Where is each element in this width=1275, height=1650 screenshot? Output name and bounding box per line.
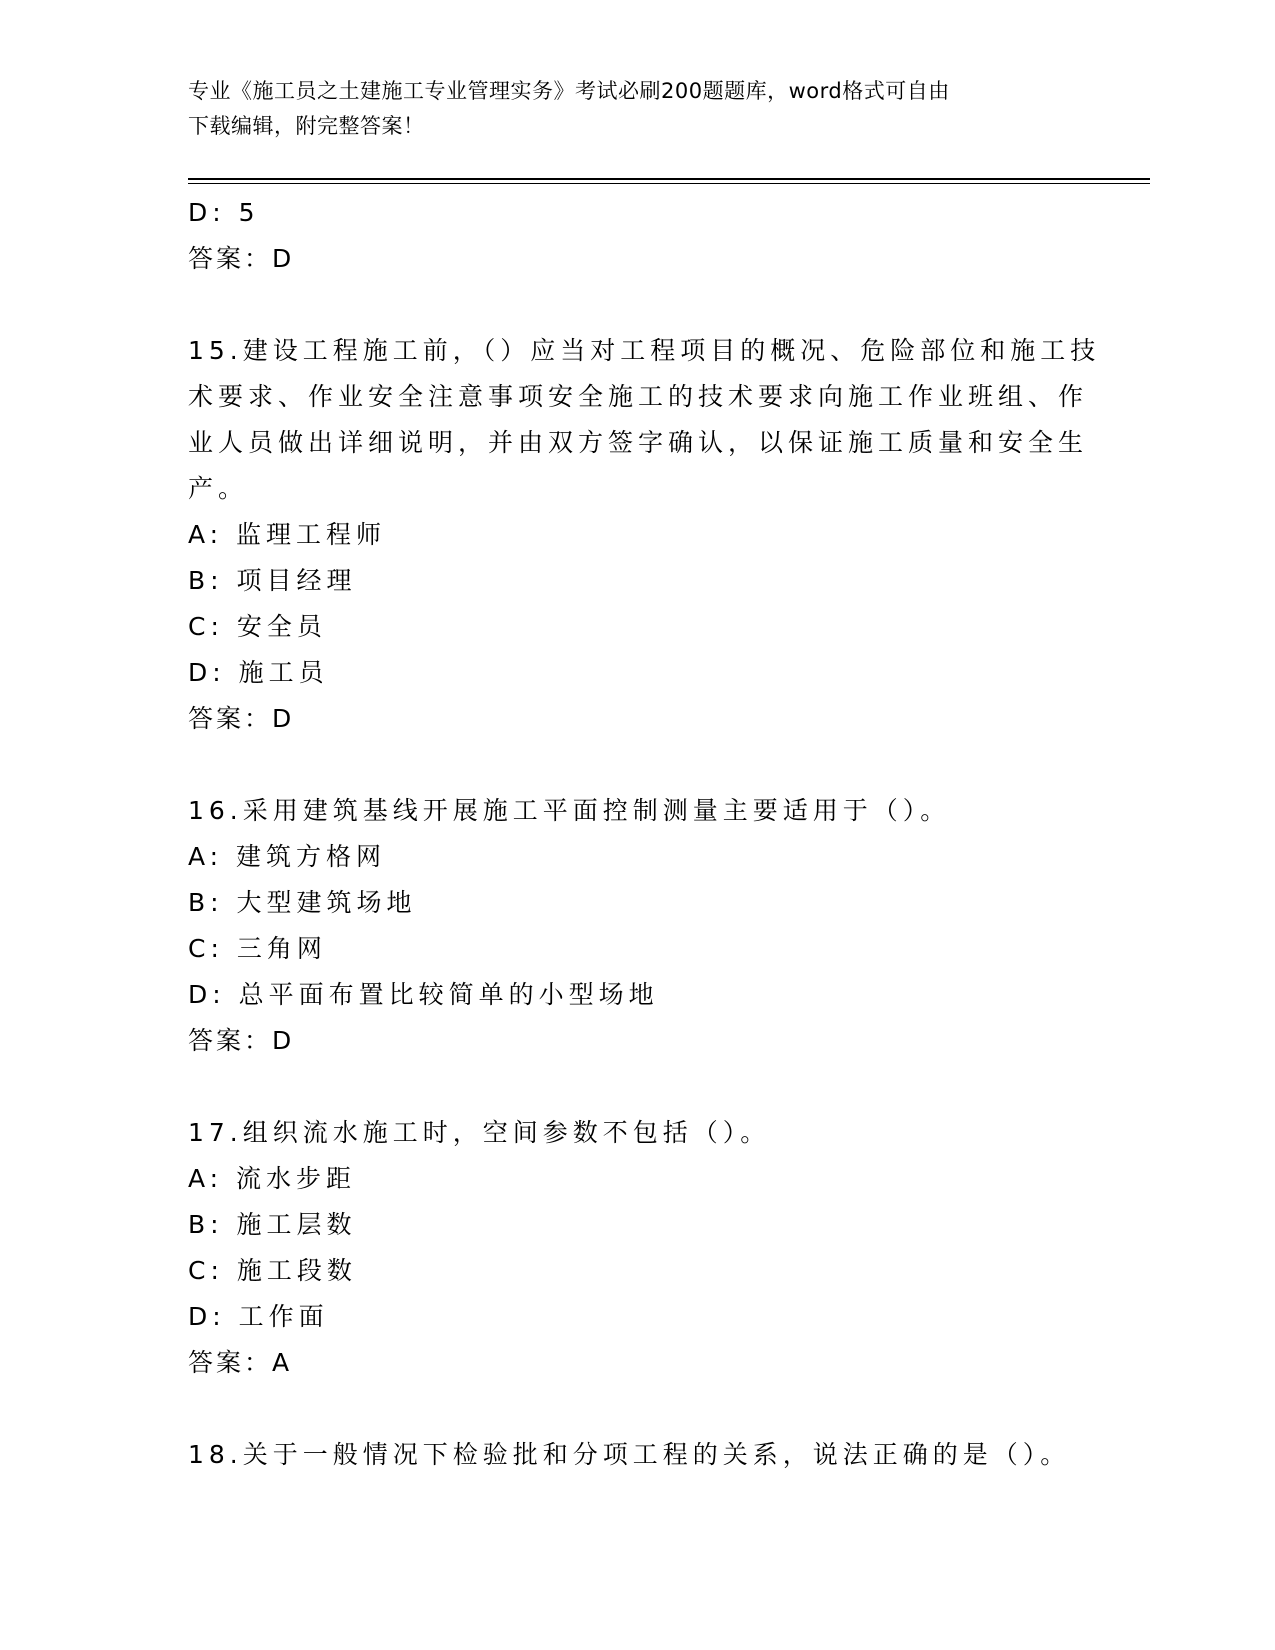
option-a: A: 流水步距 (188, 1164, 357, 1193)
question-stem-line: 15.建设工程施工前，（）应当对工程项目的概况、危险部位和施工技 (188, 336, 1101, 365)
previous-question-tail (188, 190, 1088, 282)
option-c: C: 施工段数 (188, 1256, 357, 1285)
header-line-2: 下载编辑，附完整答案！ (188, 114, 425, 138)
option-a: A: 监理工程师 (188, 520, 387, 549)
question-stem-line: 术要求、作业安全注意事项安全施工的技术要求向施工作业班组、作 (188, 382, 1089, 411)
header-divider-thin (188, 183, 1150, 184)
option-a: A: 建筑方格网 (188, 842, 387, 871)
question-15 (188, 328, 1101, 742)
answer-line: 答案：A (188, 1348, 293, 1377)
answer-line: 答案：D (188, 1026, 295, 1055)
option-d: D: 施工员 (188, 658, 329, 687)
question-18 (188, 1432, 1088, 1478)
question-stem-line: 16.采用建筑基线开展施工平面控制测量主要适用于（）。 (188, 796, 951, 825)
option-d: D: 工作面 (188, 1302, 329, 1331)
answer-line: 答案：D (188, 704, 295, 733)
option-b: B: 大型建筑场地 (188, 888, 417, 917)
document-header (188, 74, 1088, 144)
header-line-1: 专业《施工员之土建施工专业管理实务》考试必刷200题题库，word格式可自由 (188, 79, 950, 103)
option-c: C: 三角网 (188, 934, 327, 963)
option-d: D: 5 (188, 198, 260, 227)
document-body (188, 190, 1101, 1478)
header-divider-thick (188, 178, 1150, 180)
question-stem-line: 18.关于一般情况下检验批和分项工程的关系，说法正确的是（）。 (188, 1440, 1071, 1469)
question-stem-line: 17.组织流水施工时，空间参数不包括（）。 (188, 1118, 771, 1147)
answer-line: 答案：D (188, 244, 295, 273)
option-b: B: 项目经理 (188, 566, 357, 595)
option-b: B: 施工层数 (188, 1210, 357, 1239)
question-16 (188, 788, 1088, 1064)
question-stem-line: 产。 (188, 474, 249, 503)
option-d: D: 总平面布置比较简单的小型场地 (188, 980, 659, 1009)
option-c: C: 安全员 (188, 612, 327, 641)
question-stem-line: 业人员做出详细说明，并由双方签字确认，以保证施工质量和安全生 (188, 428, 1089, 457)
question-17 (188, 1110, 1088, 1386)
